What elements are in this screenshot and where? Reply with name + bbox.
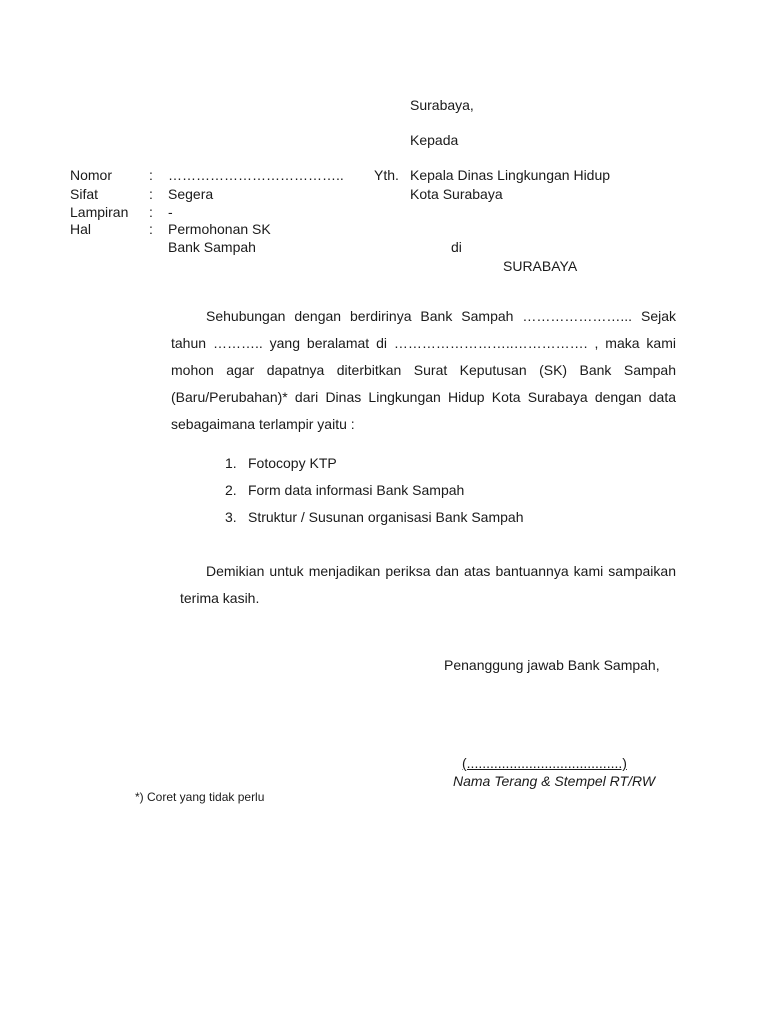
meta-value-nomor: ……………………………….. <box>168 167 344 183</box>
attachment-list <box>225 450 524 531</box>
meta-label-sifat: Sifat <box>70 186 99 202</box>
meta-value-hal-2: Bank Sampah <box>168 239 256 255</box>
recipient-line-2: Kota Surabaya <box>410 186 503 202</box>
list-item <box>225 477 524 504</box>
recipient-di: di <box>451 239 462 255</box>
meta-sep: : <box>149 167 153 183</box>
meta-label-nomor: Nomor <box>70 167 113 183</box>
list-item-text: Form data informasi Bank Sampah <box>248 482 465 498</box>
recipient-yth: Yth. <box>374 167 399 183</box>
recipient-line-1: Kepala Dinas Lingkungan Hidup <box>410 167 611 183</box>
list-item <box>225 450 524 477</box>
recipient-city: SURABAYA <box>503 258 578 274</box>
meta-value-lampiran: - <box>168 204 173 220</box>
letter-place: Surabaya, <box>410 97 474 113</box>
signature-blank: (........................................) <box>462 755 627 771</box>
list-item-text: Fotocopy KTP <box>248 455 337 471</box>
body-paragraph-2 <box>180 558 676 612</box>
meta-sep: : <box>149 204 153 220</box>
meta-label-lampiran: Lampiran <box>70 204 129 220</box>
recipient-to-label: Kepada <box>410 132 459 148</box>
meta-sep: : <box>149 221 153 237</box>
meta-value-hal: Permohonan SK <box>168 221 271 237</box>
list-item-text: Struktur / Susunan organisasi Bank Sampah <box>248 509 524 525</box>
meta-value-sifat: Segera <box>168 186 214 202</box>
body-paragraph-1 <box>171 303 676 438</box>
list-item-number: 2. <box>225 482 237 498</box>
signature-caption: Nama Terang & Stempel RT/RW <box>453 773 656 789</box>
list-item-number: 1. <box>225 455 237 471</box>
meta-label-hal: Hal <box>70 221 92 237</box>
signature-title: Penanggung jawab Bank Sampah, <box>444 657 660 673</box>
paragraph-2-text: Demikian untuk menjadikan periksa dan atas bantuannya kami sampaikan terima kasih. <box>180 563 676 606</box>
meta-sep: : <box>149 186 153 202</box>
paragraph-1-text: Sehubungan dengan berdirinya Bank Sampah …………………... Sejak tahun ……….. yang beralamat di ……………………..……………. , maka kami mohon agar dapatnya diterbitkan Surat Keputusan (SK) Bank Sampah (Baru/Perubahan)* dari Dinas Lingkungan Hidup Kota Surabaya dengan data sebagaimana terlampir yaitu : <box>171 308 676 432</box>
list-item <box>225 504 524 531</box>
list-item-number: 3. <box>225 509 237 525</box>
footnote: *) Coret yang tidak perlu <box>135 790 265 804</box>
